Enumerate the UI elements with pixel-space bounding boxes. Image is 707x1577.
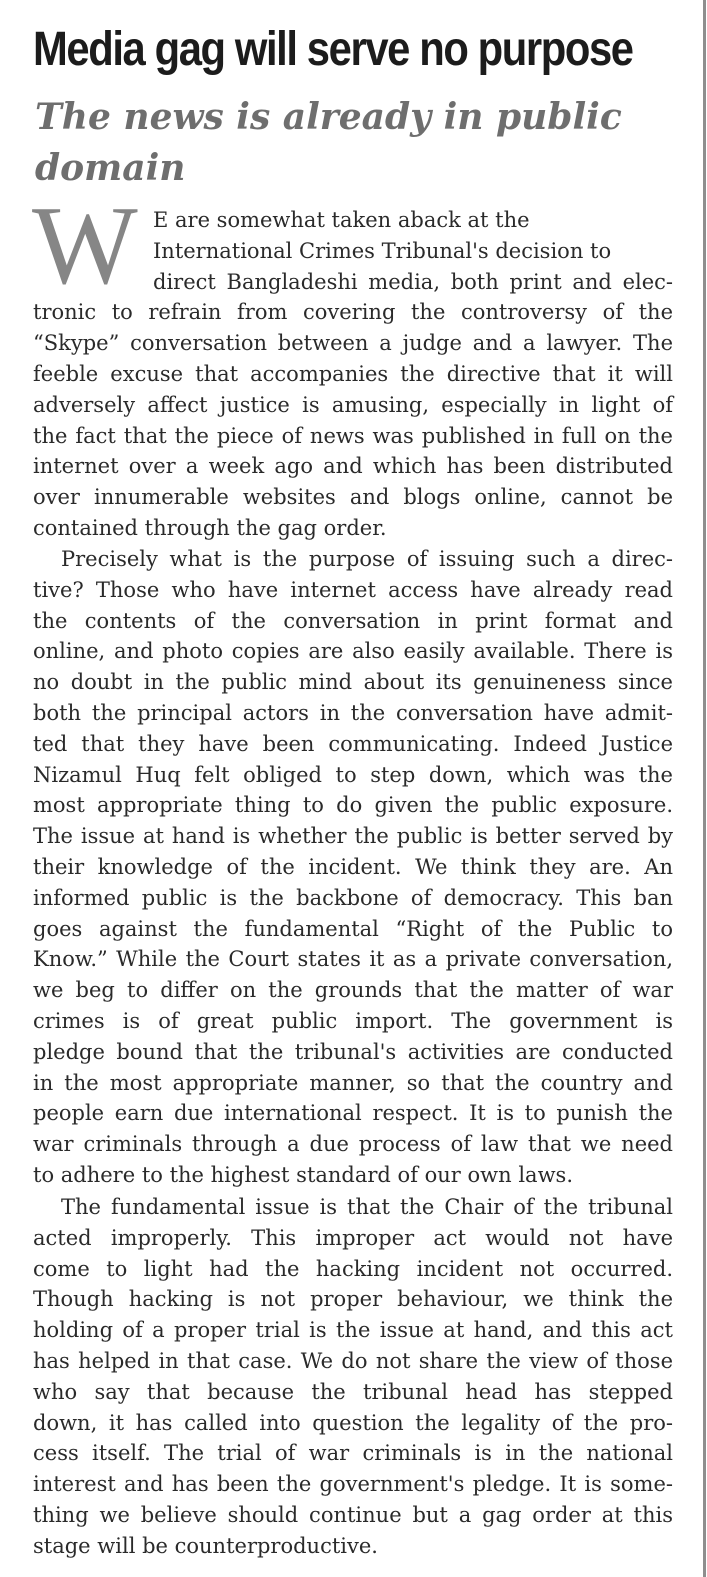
subheadline (35, 92, 675, 194)
text-line: the contents of the conversation in print format and (33, 608, 673, 633)
text-line: who say that because the tribunal head has stepped (33, 1379, 673, 1404)
text-line: feeble excuse that accompanies the directive that it will (33, 361, 673, 386)
text-line: the fact that the piece of news was published in full on the (33, 423, 673, 448)
text-line: contained through the gag order. (33, 515, 387, 540)
text-line: stage will be counterproductive. (33, 1533, 378, 1558)
drop-cap: W (32, 184, 138, 308)
text-line: we beg to differ on the grounds that the matter of war (33, 978, 673, 1003)
subheadline-line: The news is already in public (35, 96, 622, 138)
text-line: people earn due international respect. It is to punish the (33, 1101, 673, 1126)
text-line: Though hacking is not proper behaviour, we think the (33, 1287, 673, 1312)
text-line: to adhere to the highest standard of our own laws. (33, 1162, 574, 1187)
text-line: internet over a week ago and which has been distributed (33, 454, 673, 479)
text-line: tronic to refrain from covering the controversy of the (33, 300, 673, 325)
text-line: Know.” While the Court states it as a private conversation, (33, 947, 673, 972)
text-line: holding of a proper trial is the issue at hand, and this act (33, 1318, 673, 1343)
text-line: informed public is the backbone of democracy. This ban (33, 885, 673, 910)
text-line: over innumerable websites and blogs online, cannot be (33, 485, 673, 510)
text-line: Nizamul Huq felt obliged to step down, which was the (33, 762, 673, 787)
text-line: war criminals through a due process of law that we need (33, 1132, 673, 1157)
text-line: ted that they have been communicating. Indeed Justice (33, 731, 673, 756)
text-line: acted improperly. This improper act would not have (33, 1225, 673, 1250)
text-line: “Skype” conversation between a judge and a lawyer. The (33, 331, 673, 356)
paragraph-3 (33, 1192, 673, 1562)
paragraph-1 (33, 205, 673, 544)
text-line: come to light had the hacking incident not occurred. (33, 1256, 673, 1281)
text-line: down, it has called into question the legality of the pro- (33, 1410, 673, 1435)
text-line: no doubt in the public mind about its genuineness since (33, 670, 673, 695)
subheadline-line: domain (35, 147, 186, 189)
text-line: cess itself. The trial of war criminals is in the national (33, 1441, 673, 1466)
text-line: International Crimes Tribunal's decision to (153, 238, 612, 263)
text-line: most appropriate thing to do given the public exposure. (33, 793, 673, 818)
text-line: pledge bound that the tribunal's activities are conducted (33, 1039, 673, 1064)
text-line: both the principal actors in the conversation have admit- (33, 700, 673, 725)
text-line: E are somewhat taken aback at the (153, 208, 530, 232)
text-line: in the most appropriate manner, so that the country and (33, 1070, 673, 1095)
text-line: The issue at hand is whether the public is better served by (33, 824, 673, 849)
text-line: The fundamental issue is that the Chair of the tribunal (61, 1195, 673, 1219)
text-line: online, and photo copies are also easily available. There is (33, 639, 673, 664)
text-line: goes against the fundamental “Right of the Public to (33, 916, 673, 941)
text-line: adversely affect justice is amusing, especially in light of (33, 392, 673, 417)
paragraph-2 (33, 544, 673, 1191)
text-line: their knowledge of the incident. We think they are. An (33, 854, 673, 879)
column-rule (703, 0, 706, 1577)
text-line: thing we believe should continue but a gag order at this (33, 1502, 673, 1527)
text-line: has helped in that case. We do not share the view of those (33, 1348, 673, 1373)
text-line: Precisely what is the purpose of issuing such a direc- (61, 547, 673, 571)
headline: Media gag will serve no purpose (33, 23, 633, 76)
text-line: direct Bangladeshi media, both print and elec- (153, 269, 673, 294)
text-line: interest and has been the government's pledge. It is some- (33, 1472, 673, 1497)
text-line: tive? Those who have internet access have already read (33, 577, 673, 602)
text-line: crimes is of great public import. The government is (33, 1008, 673, 1033)
